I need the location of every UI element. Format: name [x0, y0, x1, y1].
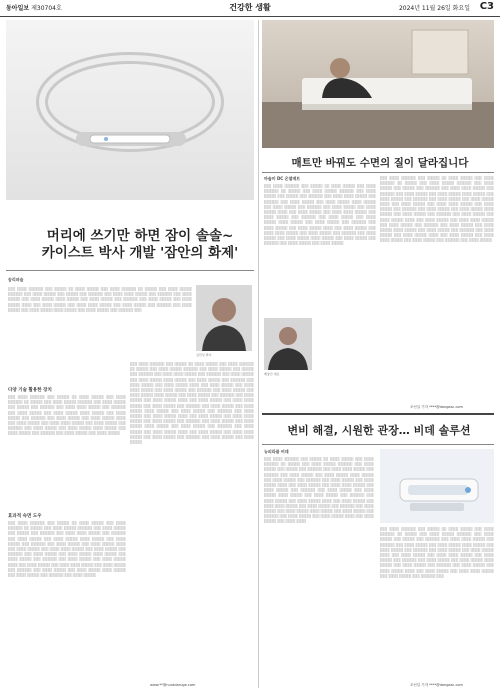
- page-number: C3: [479, 1, 494, 12]
- article3-column2: ░░░ ░░░░ ░░░░░░ ░░░ ░░░░░ ░░ ░░░░ ░░░░░ ░░░ ░░░░ ░░░░░░ ░░ ░░░░░ ░░░ ░░░░ ░░░░░ ░░░░░░ ░░░ ░░░░ ░░░░░ ░░░ ░░░░░ ░░░ ░░░░░░ ░░░ ░░░░ ░░░░ ░░░░░ ░░░ ░░░░░░ ░░░ ░░░░ ░░░░░ ░░░ ░░░░ ░░░░░ ░░░░ ░░░░░ ░░░ ░░░░ ░░░░░ ░░░ ░░░░░░ ░░░ ░░░░ ░░░░░ ░░░ ░░░░ ░░░░░ ░░░░ ░░░ ░░░░ ░░░░░ ░░░ ░░░░ ░░░░ ░░░░░ ░░░ ░░░░ ░░░░░ ░░░ ░░░░░░ ░░░ ░░░░ ░░░░░ ░░░ ░░░░ ░░░░░ ░░░░ ░░░░░ ░░░ ░░░░ ░░░░░ ░░░ ░░░░░░ ░░░ ░░░░ ░░░░░ ░░░ ░░░░ ░░░░░ ░░░░ ░░░ ░░░░ ░░░░░ ░░░ ░░░░ ░░░░ ░░░░░ ░░░ ░░░░ ░░░░░ ░░░ ░░░░░░ ░░░: [380, 527, 494, 578]
- section-title: 건강한 생활: [229, 3, 271, 12]
- article3-title-rule: [262, 444, 494, 445]
- ceo-caption: 배창진 대표: [264, 372, 280, 376]
- article3-footer: 조선일 기자 ****@dongasc.com: [410, 683, 463, 687]
- article1-byline: 솜리퍼슬: [8, 277, 24, 282]
- article2-title-rule: [262, 172, 494, 173]
- article-separator: [262, 413, 494, 415]
- article1-column1c: ░░░ ░░░░ ░░░░░░ ░░░ ░░░░░ ░░ ░░░░ ░░░░░ ░░░ ░░░░ ░░░░░░ ░░ ░░░░░ ░░░ ░░░░ ░░░░░ ░░░░░░ ░░░ ░░░░ ░░░░░ ░░░ ░░░░░ ░░░ ░░░░░░ ░░░ ░░░░ ░░░░ ░░░░░ ░░░ ░░░░░░ ░░░ ░░░░ ░░░░░ ░░░ ░░░░ ░░░░░ ░░░░ ░░░░░ ░░░ ░░░░ ░░░░░ ░░░ ░░░░░░ ░░░ ░░░░ ░░░░░ ░░░ ░░░░ ░░░░░ ░░░░ ░░░ ░░░░ ░░░░░ ░░░ ░░░░ ░░░░ ░░░░░ ░░░ ░░░░ ░░░░░ ░░░ ░░░░░░ ░░░ ░░░░ ░░░░░ ░░░ ░░░░ ░░░░░ ░░░░ ░░░░░ ░░░ ░░░░ ░░░░░ ░░░ ░░░░░░ ░░░ ░░░░ ░░░░░ ░░░ ░░░░ ░░░░░ ░░░░ ░░░ ░░░░ ░░░░░ ░░░ ░░░░ ░░░░ ░░░░░ ░░░ ░░░░ ░░░░░ ░░░ ░░░░░░ ░░░ ░░░░ ░░░░░ ░░░ ░░░░ ░░░░░ ░░░░ ░░░░░ ░░░ ░░░░ ░░░░░ ░░░ ░░░░░░ ░░░ ░░░░ ░░░░░: [8, 521, 126, 578]
- article1-subhead1: 다양 기술 활용한 장치: [8, 388, 52, 393]
- column-divider: [258, 20, 259, 688]
- article1-column1: ░░░ ░░░░ ░░░░░░ ░░░ ░░░░░ ░░ ░░░░ ░░░░░ ░░░ ░░░░ ░░░░░░ ░░ ░░░░░ ░░░ ░░░░ ░░░░░ ░░░░░░ ░░░ ░░░░ ░░░░░ ░░░ ░░░░░ ░░░ ░░░░░░ ░░░ ░░░░ ░░░░ ░░░░░ ░░░ ░░░░░░ ░░░ ░░░░ ░░░░░ ░░░ ░░░░ ░░░░░ ░░░░ ░░░░░ ░░░ ░░░░ ░░░░░ ░░░ ░░░░░░ ░░░ ░░░░ ░░░░░ ░░░ ░░░░ ░░░░░ ░░░░ ░░░ ░░░░ ░░░░░ ░░░ ░░░░ ░░░░ ░░░░░ ░░░ ░░░░ ░░░░░ ░░░ ░░░░░░ ░░░ ░░░░ ░░░░░ ░░░ ░░░░ ░░░░░ ░░░░ ░░░░░ ░░░ ░░░░ ░░░░░ ░░░ ░░░░░░ ░░░: [8, 287, 192, 312]
- article1-footer: www.**@nuradaruge.com: [150, 683, 196, 687]
- article1-title-line1: 머리에 쓰기만 하면 잠이 솔솔~: [46, 228, 234, 244]
- portrait-caption: 김민성 박사: [196, 353, 212, 357]
- article2-column2: ░░░ ░░░░ ░░░░░░ ░░░ ░░░░░ ░░ ░░░░ ░░░░░ ░░░ ░░░░ ░░░░░░ ░░ ░░░░░ ░░░ ░░░░ ░░░░░ ░░░░░░ ░░░ ░░░░ ░░░░░ ░░░ ░░░░░ ░░░ ░░░░░░ ░░░ ░░░░ ░░░░ ░░░░░ ░░░ ░░░░░░ ░░░ ░░░░ ░░░░░ ░░░ ░░░░ ░░░░░ ░░░░ ░░░░░ ░░░ ░░░░ ░░░░░ ░░░ ░░░░░░ ░░░ ░░░░ ░░░░░ ░░░ ░░░░ ░░░░░ ░░░░ ░░░ ░░░░ ░░░░░ ░░░ ░░░░ ░░░░ ░░░░░ ░░░ ░░░░ ░░░░░ ░░░ ░░░░░░ ░░░ ░░░░ ░░░░░ ░░░ ░░░░ ░░░░░ ░░░░ ░░░░░ ░░░ ░░░░ ░░░░░ ░░░ ░░░░░░ ░░░ ░░░░ ░░░░░ ░░░ ░░░░ ░░░░░ ░░░░ ░░░ ░░░░ ░░░░░ ░░░ ░░░░ ░░░░ ░░░░░ ░░░ ░░░░ ░░░░░ ░░░ ░░░░░░ ░░░ ░░░░ ░░░░░ ░░░ ░░░░ ░░░░░ ░░░░ ░░░░░ ░░░ ░░░░ ░░░░░ ░░░ ░░░░░░ ░░░ ░░░░ ░░░░░ ░░░ ░░░░ ░░░░░ ░░░░ ░░░ ░░░░ ░░░░░ ░░░ ░░░░ ░░░░ ░░░░░ ░░░ ░░░░ ░░░░░ ░░░ ░░░░░░ ░░░ ░░░░ ░░░░░: [380, 176, 494, 243]
- article3-byline: 뉴피라클 비데: [264, 449, 289, 454]
- article1-column1b: ░░░ ░░░░ ░░░░░░ ░░░ ░░░░░ ░░ ░░░░ ░░░░░ ░░░ ░░░░ ░░░░░░ ░░ ░░░░░ ░░░ ░░░░ ░░░░░ ░░░░░░ ░░░ ░░░░ ░░░░░ ░░░ ░░░░░ ░░░ ░░░░░░ ░░░ ░░░░ ░░░░ ░░░░░ ░░░ ░░░░░░ ░░░ ░░░░ ░░░░░ ░░░ ░░░░ ░░░░░ ░░░░ ░░░░░ ░░░ ░░░░ ░░░░░ ░░░ ░░░░░░ ░░░ ░░░░ ░░░░░ ░░░ ░░░░ ░░░░░ ░░░░ ░░░ ░░░░ ░░░░░ ░░░ ░░░░ ░░░░ ░░░░░ ░░░ ░░░░ ░░░░░ ░░░ ░░░░░░ ░░░ ░░░░ ░░░░░ ░░░ ░░░░ ░░░░░ ░░░░ ░░░░░ ░░░ ░░░░ ░░░░░ ░░░ ░░░░░░ ░░░ ░░░░ ░░░░░ ░░░ ░░░░ ░░░░░: [8, 395, 126, 436]
- article3-title: 변비 해결, 시원한 관장… 비데 솔루션: [287, 424, 471, 437]
- article2-title: 매트만 바꿔도 수면의 질이 달라집니다: [291, 157, 469, 169]
- paper-name: 동아일보 제30704호: [6, 5, 62, 12]
- article1-column2: ░░░ ░░░░ ░░░░░░ ░░░ ░░░░░ ░░ ░░░░ ░░░░░ ░░░ ░░░░ ░░░░░░ ░░ ░░░░░ ░░░ ░░░░ ░░░░░ ░░░░░░ ░░░ ░░░░ ░░░░░ ░░░ ░░░░░ ░░░ ░░░░░░ ░░░ ░░░░ ░░░░ ░░░░░ ░░░ ░░░░░░ ░░░ ░░░░ ░░░░░ ░░░ ░░░░ ░░░░░ ░░░░ ░░░░░ ░░░ ░░░░ ░░░░░ ░░░ ░░░░░░ ░░░ ░░░░ ░░░░░ ░░░ ░░░░ ░░░░░ ░░░░ ░░░ ░░░░ ░░░░░ ░░░ ░░░░ ░░░░ ░░░░░ ░░░ ░░░░ ░░░░░ ░░░ ░░░░░░ ░░░ ░░░░ ░░░░░ ░░░ ░░░░ ░░░░░ ░░░░ ░░░░░ ░░░ ░░░░ ░░░░░ ░░░ ░░░░░░ ░░░ ░░░░ ░░░░░ ░░░ ░░░░ ░░░░░ ░░░░ ░░░ ░░░░ ░░░░░ ░░░ ░░░░ ░░░░ ░░░░░ ░░░ ░░░░ ░░░░░ ░░░ ░░░░░░ ░░░ ░░░░ ░░░░░ ░░░ ░░░░ ░░░░░ ░░░░ ░░░░░ ░░░ ░░░░ ░░░░░ ░░░ ░░░░░░ ░░░ ░░░░ ░░░░░ ░░░ ░░░░ ░░░░░ ░░░░ ░░░ ░░░░ ░░░░░ ░░░ ░░░░ ░░░░ ░░░░░ ░░░ ░░░░ ░░░░░ ░░░ ░░░░░░ ░░░ ░░░░ ░░░░░ ░░░ ░░░░ ░░░░░ ░░░░ ░░░░░ ░░░ ░░░░ ░░░░░ ░░░ ░░░░░░ ░░░ ░░░░ ░░░░░ ░░░ ░░░░ ░░░░░ ░░░░ ░░░ ░░░░ ░░░░░ ░░░ ░░░░ ░░░░ ░░░░░ ░░░ ░░░░ ░░░░░ ░░░ ░░░░░░ ░░░ ░░░░ ░░░░░ ░░░ ░░░░ ░░░░░: [130, 362, 254, 445]
- article1-title: [26, 228, 254, 262]
- article1-title-rule: [6, 270, 254, 271]
- mattress-photo: [262, 20, 494, 148]
- article1-title-line2: 카이스트 박사 개발 '잠안의 화제': [41, 245, 239, 261]
- ceo-photo: [264, 318, 312, 370]
- article2-column1: ░░░ ░░░░ ░░░░░░ ░░░ ░░░░░ ░░ ░░░░ ░░░░░ ░░░ ░░░░ ░░░░░░ ░░ ░░░░░ ░░░ ░░░░ ░░░░░ ░░░░░░ ░░░ ░░░░ ░░░░░ ░░░ ░░░░░ ░░░ ░░░░░░ ░░░ ░░░░ ░░░░ ░░░░░ ░░░ ░░░░░░ ░░░ ░░░░ ░░░░░ ░░░ ░░░░ ░░░░░ ░░░░ ░░░░░ ░░░ ░░░░ ░░░░░ ░░░ ░░░░░░ ░░░ ░░░░ ░░░░░ ░░░ ░░░░ ░░░░░ ░░░░ ░░░ ░░░░ ░░░░░ ░░░ ░░░░ ░░░░ ░░░░░ ░░░ ░░░░ ░░░░░ ░░░ ░░░░░░ ░░░ ░░░░ ░░░░░ ░░░ ░░░░ ░░░░░ ░░░░ ░░░░░ ░░░ ░░░░ ░░░░░ ░░░ ░░░░░░ ░░░ ░░░░ ░░░░░ ░░░ ░░░░ ░░░░░ ░░░░ ░░░ ░░░░ ░░░░░ ░░░ ░░░░ ░░░░ ░░░░░ ░░░ ░░░░ ░░░░░ ░░░ ░░░░░░ ░░░ ░░░░ ░░░░░ ░░░ ░░░░ ░░░░░ ░░░░ ░░░░░ ░░░ ░░░░ ░░░░░ ░░░ ░░░░░░ ░░░ ░░░░ ░░░░░ ░░░ ░░░░ ░░░░░: [264, 184, 376, 246]
- article2-byline: 마술미 DC 온열매트: [264, 176, 301, 181]
- issue-date: 2024년 11월 26일 화요일: [398, 5, 470, 12]
- article2-footer: 조선일 기자 ****@dongasc.com: [410, 405, 463, 409]
- article1-subhead2: 효과적 숙면 도우: [8, 514, 42, 519]
- page-header: [0, 0, 500, 17]
- article3-column1: ░░░ ░░░░ ░░░░░░ ░░░ ░░░░░ ░░ ░░░░ ░░░░░ ░░░ ░░░░ ░░░░░░ ░░ ░░░░░ ░░░ ░░░░ ░░░░░ ░░░░░░ ░░░ ░░░░ ░░░░░ ░░░ ░░░░░ ░░░ ░░░░░░ ░░░ ░░░░ ░░░░ ░░░░░ ░░░ ░░░░░░ ░░░ ░░░░ ░░░░░ ░░░ ░░░░ ░░░░░ ░░░░ ░░░░░ ░░░ ░░░░ ░░░░░ ░░░ ░░░░░░ ░░░ ░░░░ ░░░░░ ░░░ ░░░░ ░░░░░ ░░░░ ░░░ ░░░░ ░░░░░ ░░░ ░░░░ ░░░░ ░░░░░ ░░░ ░░░░ ░░░░░ ░░░ ░░░░░░ ░░░ ░░░░ ░░░░░ ░░░ ░░░░ ░░░░░ ░░░░ ░░░░░ ░░░ ░░░░ ░░░░░ ░░░ ░░░░░░ ░░░ ░░░░ ░░░░░ ░░░ ░░░░ ░░░░░ ░░░░ ░░░ ░░░░ ░░░░░ ░░░ ░░░░ ░░░░ ░░░░░ ░░░ ░░░░ ░░░░░ ░░░ ░░░░░░ ░░░ ░░░░ ░░░░░ ░░░ ░░░░ ░░░░░ ░░░░ ░░░░░ ░░░ ░░░░ ░░░░░ ░░░ ░░░░░░ ░░░ ░░░░ ░░░░░ ░░░ ░░░░ ░░░░░ ░░░░ ░░░ ░░░░ ░░░░░ ░░░ ░░░░ ░░░░: [264, 457, 374, 524]
- bidet-photo: [380, 449, 494, 523]
- headband-photo: [6, 20, 254, 200]
- headband-illustration: [6, 20, 254, 200]
- portrait-photo: [196, 285, 252, 351]
